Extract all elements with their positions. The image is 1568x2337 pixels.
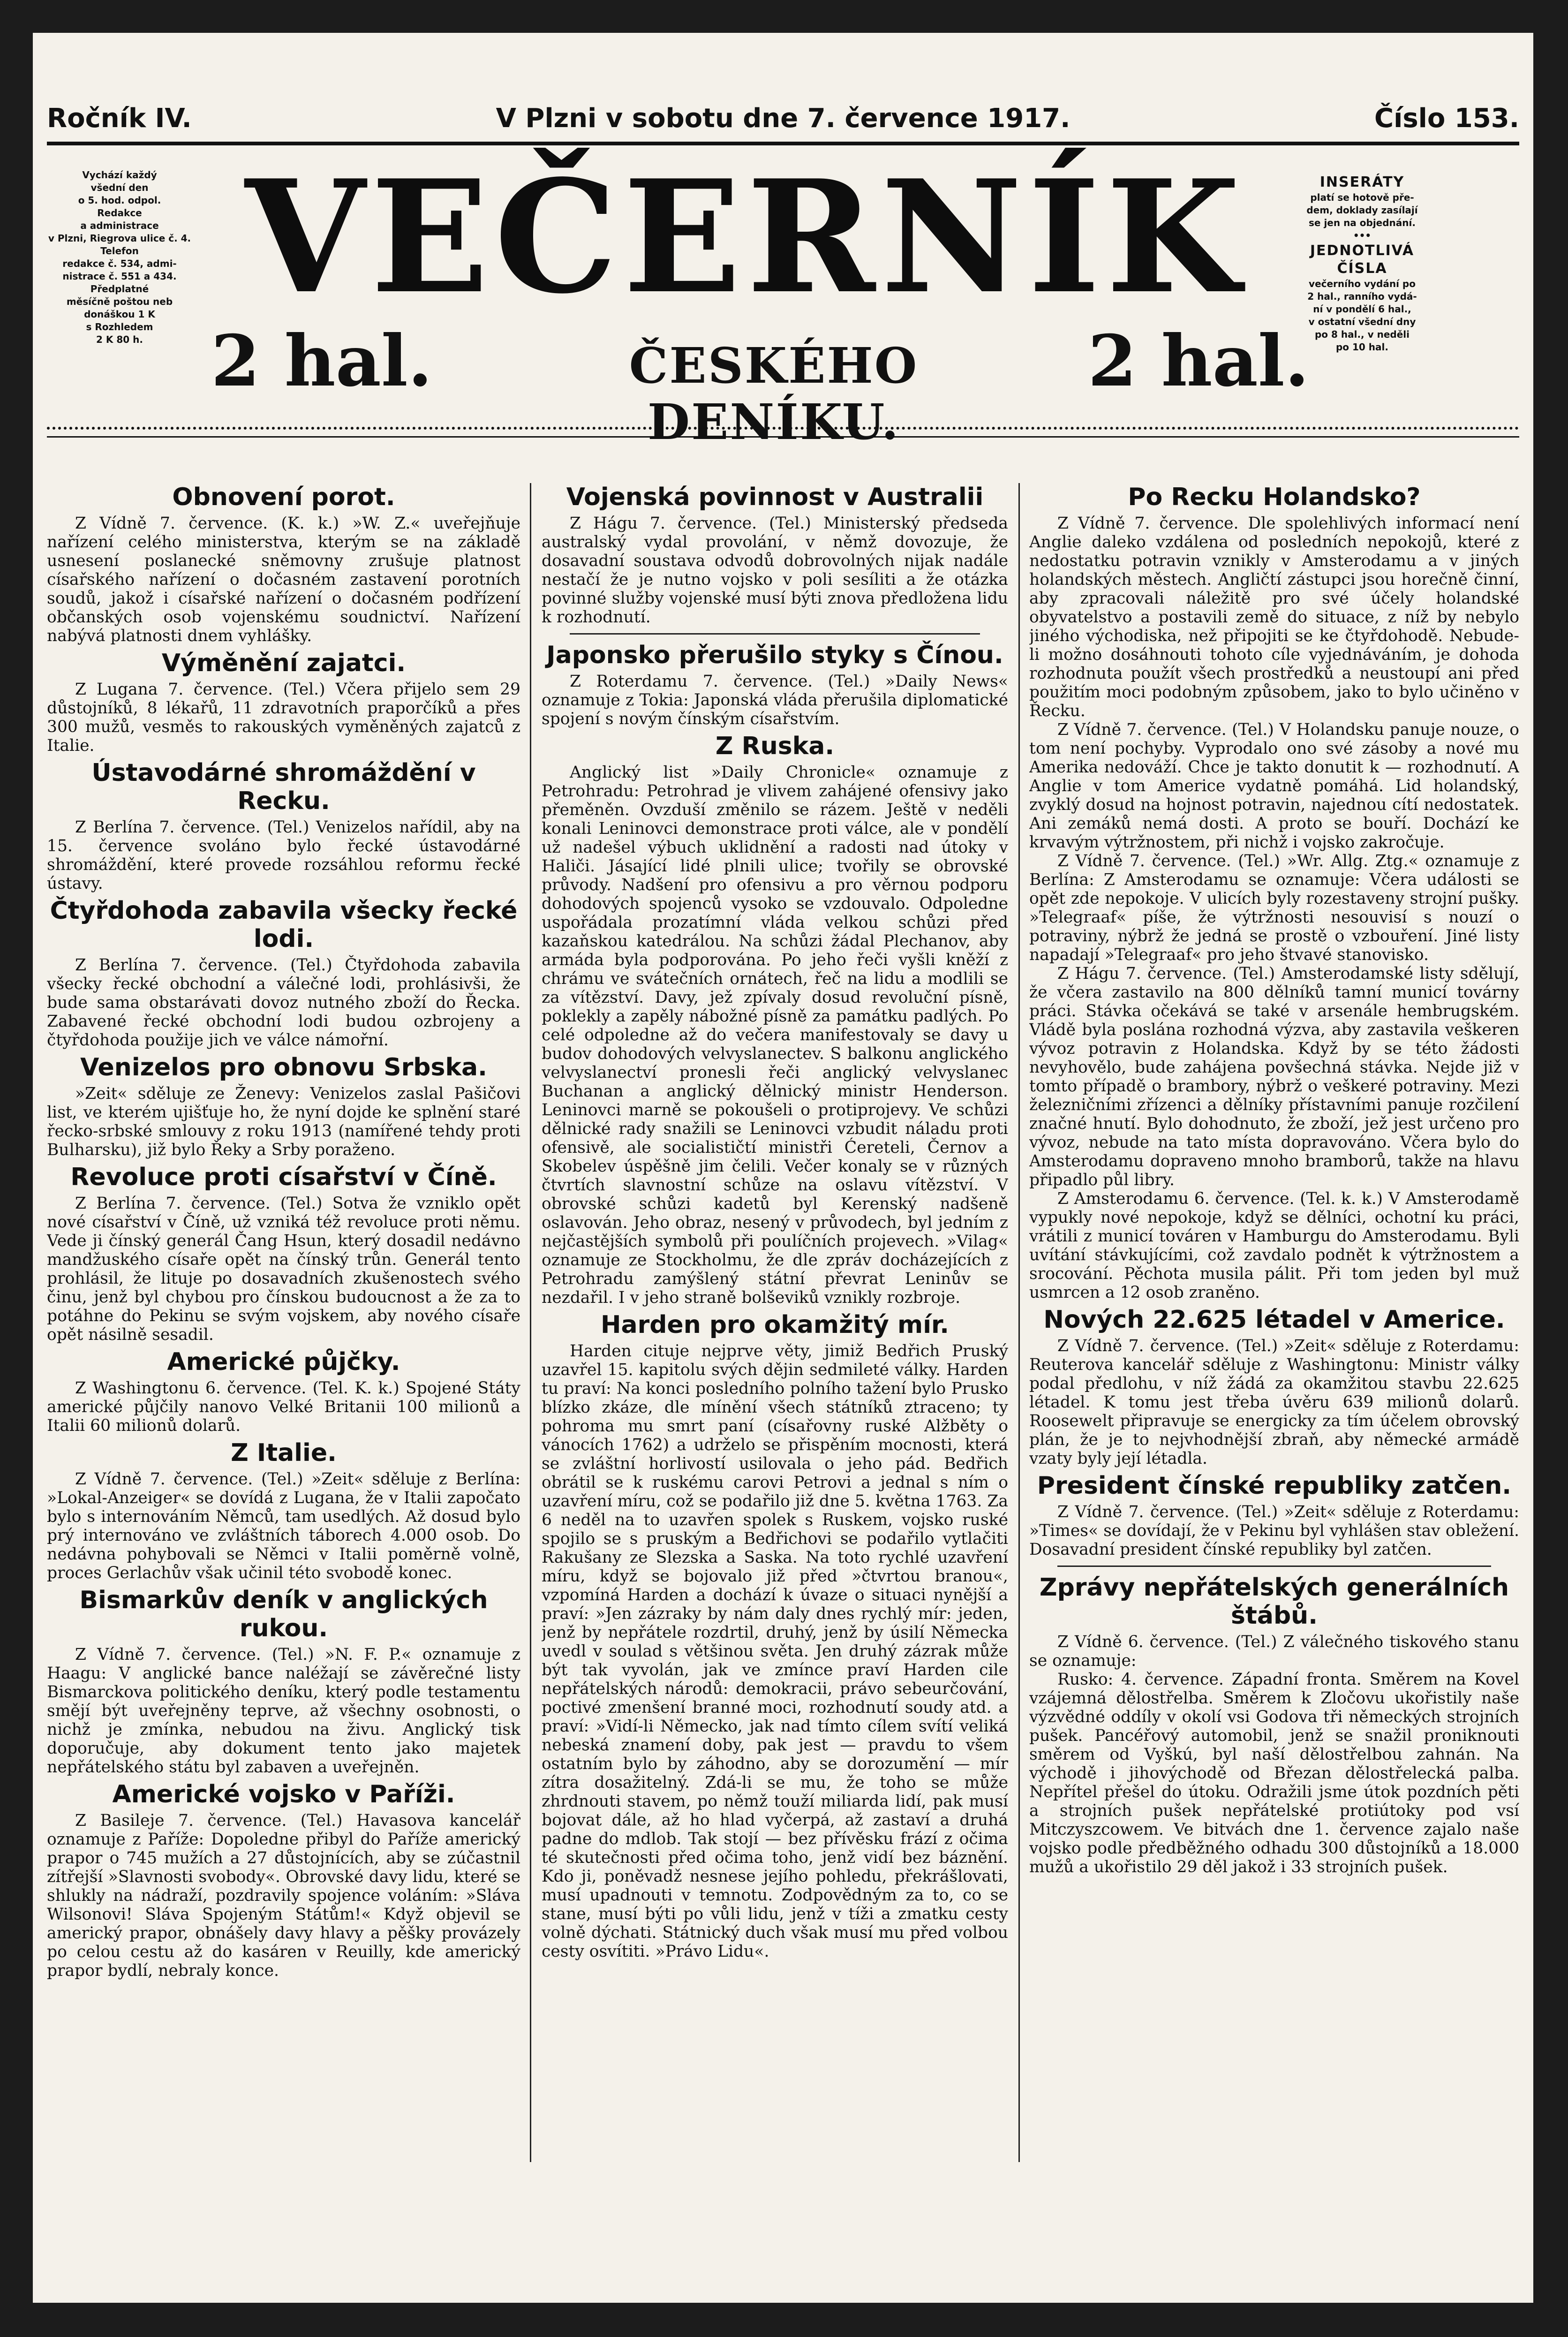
article-divider (1057, 1566, 1491, 1567)
publisher-info-line: Telefon (100, 245, 139, 257)
article-body: Z Hágu 7. července. (Tel.) Amsterodamské listy sdělují, že včera zastavilo na 800 dělníků tamní municí továrny práci. Stávka očekává se také v arsenále hembrugském. Vládě byla poslána rozhodná výzva, aby zastavila veškeren vývoz potravin z Holandska. Když by se této žádosti nevyhovělo, bude zahájena povšechná stávka. Nejde již v tomto případě o brambory, nýbrž o veškeré potraviny. Mezi železničními zřízenci a dělníky přístavními panuje rozčilení značné hnutí. Bylo dohodnuto, že zboží, jež jest určeno pro vývoz, nebude na tato místa dopravováno. Včera bylo do Amsterodamu dopraveno mnoho bramborů, takže na hlavu připadlo půl libry. (1029, 964, 1519, 1189)
article-body: Z Vídně 7. července. (K. k.) »W. Z.« uveřejňuje nařízení celého ministerstva, kterým se na základě usnesení poslanecké sněmovny zrušuje platnost císařského nařízení o dočasném zastavení porotních soudů, jakož i císařské nařízení o dočasném podřízení občanských osob vojenskému soudnictví. Nařízení nabývá platnosti dnem vyhlášky. (47, 514, 520, 645)
article-body: Z Vídně 7. července. (Tel.) V Holandsku panuje nouze, o tom není pochyby. Vyprodalo ono své zásoby a nové mu Amerika nedováží. Chce je takto donutit k — rozhodnutí. A Anglie v tom Americe vydatně pomáhá. Lid holandský, zvyklý dosud na hojnost potravin, najednou cítí nedostatek. Ani zemáků nemá dosti. A proto se bouří. Dochází ke krvavým výtržnostem, při nichž i vojsko zakročuje. (1029, 720, 1519, 852)
publisher-info-line: v Plzni, Riegrova ulice č. 4. (48, 233, 191, 244)
article (47, 1439, 520, 1582)
publisher-info-line: 2 K 80 h. (96, 334, 143, 345)
article-body: Z Vídně 7. července. (Tel.) »Zeit« sděluje z Berlína: »Lokal-Anzeiger« se dovídá z Lugana, že v Italii započato bylo s internováním Němců, tam usedlých. Až dosud bylo prý internováno ve zvláštních táborech 4.000 osob. Do nedávna pohybovali se Němci v Italii poměrně volně, proces Gerlachův však učinil této svobodě konec. (47, 1470, 520, 1582)
headline: President čínské republiky zatčen. (1037, 1472, 1512, 1500)
column-1 (47, 483, 520, 2289)
article-body: Z Roterdamu 7. července. (Tel.) »Daily News« oznamuje z Tokia: Japonská vláda přerušila diplomatické spojení s novým čínským císařstvím. (542, 672, 1008, 728)
headline: Vojenská povinnost v Australii (566, 483, 984, 511)
article-body: Z Vídně 7. července. Dle spolehlivých informací není Anglie daleko vzdálena od posledních nepokojů, které z nedostatku potravin vznikly v Amsterodamu a v jiných holandských městech. Angličtí zástupci jsou horečně činní, aby zpracovali náležitě pro své účely holandské obyvatelstvo a postavili země do situace, z níž by nebylo jiného východiska, než připojiti se ke čtyřdohodě. Nebude-li možno dosáhnouti tohoto cíle vyjednáváním, je dohoda rozhodnuta použít všech prostředků a neustoupí ani před použitím moci podobným způsobem, jako to bylo učiněno v Řecku. (1029, 514, 1519, 720)
top-rule (47, 142, 1519, 145)
article (1029, 1472, 1519, 1559)
article (542, 1311, 1008, 1961)
advert-info-line: se jen na objednání. (1309, 217, 1416, 228)
price-right: 2 hal. (1088, 320, 1310, 402)
headline: Americké půjčky. (167, 1348, 400, 1376)
article-body: Harden cituje nejprve věty, jimiž Bedřich Pruský uzavřel 15. kapitolu svých dějin sedmileté války. Harden tu praví: Na konci posledního polního tažení bylo Prusko blízko zkáze, dle mínění všech státníků ztraceno; ty pohroma mu smrt paní (císařovny ruské Alžběty o vánocích 1762) a udrželo se přispěním mocnosti, která se zvláštní horlivostí usilovala o jeho pád. Bedřich obrátil se k ruskému carovi Petrovi a jednal s ním o uzavření míru, což se podařilo již dne 5. května 1763. Za 6 neděl na to uzavřen spolek s Ruskem, vojsko ruské spojilo se s pruským a Bedřichovi se podařilo vytlačiti Rakušany ze Slezska a Saska. Na toto rychlé uzavření míru, když se bojovalo již před »čtvrtou branou«, vzpomíná Harden a dochází k úvaze o situaci nynější a praví: »Jen zázraky by nám daly dnes rychlý mír: jeden, jenž by nepřátele rozdrtil, druhý, jenž by úsilí Německa uvedl v soulad s většinou světa. Jen druhý zázrak může být tak vyvolán, jak ve zmínce praví Harden cile nepřátelských národů: demokracii, právo sebeurčování, poctivé zmenšení branné moci, rozhodnutí soudy atd. a praví: »Vidí-li Německo, jak nad tímto cílem svítí veliká nebeská znamení doby, pak jest — pravdu to všem ostatním bylo by záhodno, aby se dorozumění — mír zítra dosažitelný. Zdá-li se mu, že toho se může zhrdnouti stavem, po němž touží miliarda lidí, pak musí bojovat dále, až ho hlad vyčerpá, až zastaví a druhá padne do mdlob. Tak stojí — bez přívěsku frází z očima té skutečnosti před očima toho, jenž vidí bez báznění. Kdo ji, poněvadž nesnese jejího pohledu, překrášlovati, musí upadnouti v temnotu. Zodpovědným za to, co se stane, musí býti po vůli lidu, jenž v tíži a zmatku cesty volně dýchati. Státnický duch však musí mu před volbou cesty osvítiti. »Právo Lidu«. (542, 1342, 1008, 1961)
publisher-info-line: měsíčně poštou neb (66, 296, 173, 307)
single-issue-line: ní v pondělí 6 hal., (1313, 303, 1411, 315)
publisher-info-line: s Rozhledem (86, 321, 153, 333)
date-line: V Plzni v sobotu dne 7. července 1917. (496, 103, 1070, 134)
article-body: Anglický list »Daily Chronicle« oznamuje z Petrohradu: Petrohrad je vlivem zahájené ofensivy jako přeměněn. Ovzduší změnilo se rázem. Ještě v neděli konali Leninovci demonstrace proti válce, ale v pondělí už nadešel výbuch uklidnění a radosti nad útoky v Haliči. Jásající lidé plnili ulice; tvořily se obrovské průvody. Nadšení pro ofensivu a pro věrnou podporu dohodových spojenců vysoko se vzdouvalo. Odpoledne uspořádala prozatímní vláda velkou schůzi před kazaňskou katedrálou. Na schůzi žádal Plechanov, aby armáda byla podporována. Po jeho řeči vyšli kněží z chrámu ve svátečních ornátech, řeč na lidu a modlili se za vítězství. Davy, jež zpívaly dosud revoluční písně, poklekly a zapěly nábožné písně za památku padlých. Po celé odpoledne až do večera manifestovaly se davy u budov dohodových velvyslanectev. S balkonu anglického velvyslanectví pronesli řeči anglický velvyslanec Buchanan a anglický dělnický ministr Henderson. Leninovci marně se pokoušeli o protiprojevy. Ve schůzi dělnické rady snažili se Leninovci vzbudit náladu proti ofensivě, ale socialističtí ministři Ćereteli, Černov a Skobelev úspěšně jim čelili. Večer konaly se v různých čtvrtích slavnostní schůze na oslavu vítězství. V obrovské schůzi kadetů byl Kerenský nadšeně oslavován. Jeho obraz, nesený v průvodech, byl jedním z nejčastějších symbolů při poulíčních projevech. »Vilag« oznamuje ze Stockholmu, že dle zpráv docházejících z Petrohradu zamýšlený státní převrat Leninův se nezdařil. I v jeho straně bolševiků vznikly rozbroje. (542, 763, 1008, 1307)
article (1029, 1306, 1519, 1468)
article (47, 1163, 520, 1344)
article (47, 1348, 520, 1435)
article (47, 649, 520, 755)
article-body: Rusko: 4. července. Západní fronta. Směrem na Kovel vzájemná dělostřelba. Směrem k Zločovu ukořistily naše výzvědné oddíly v okolí vsi Godova tři německých strojních pušek. Pancéřový automobil, jenž se snažil proniknouti směrem od Vyškú, byl naší dělostřelbou zahnán. Na východě i jihovýchodě od Březan dělostřelecká palba. Nepřítel přešel do útoku. Odražili jsme útok pozdních pěti a strojních pušek nepřátelské protiútoky pod vsí Mitczyszcowem. Ve bitvách dne 1. července zajalo naše vojsko podle předběžného odhadu 300 důstojníků a 18.000 mužů a ukořistilo 29 děl jakož i 33 strojních pušek. (1029, 1670, 1519, 1876)
publisher-info-line: všední den (90, 182, 149, 193)
article-body: Z Berlína 7. července. (Tel.) Čtyřdohoda zabavila všecky řecké obchodní a válečné lodi, prohlásivši, že bude sama obstarávati dovoz nutného zboží do Řecka. Zabavené řecké obchodní lodi budou ozbrojeny a čtyřdohoda použije jich ve válce námořní. (47, 956, 520, 1050)
advert-info-heading: INSERÁTY (1319, 174, 1405, 190)
headline: Venizelos pro obnovu Srbska. (80, 1053, 487, 1082)
headline: Výměnění zajatci. (161, 649, 406, 677)
headline: Po Recku Holandsko? (1128, 483, 1421, 511)
headline: Japonsko přerušilo styky s Čínou. (546, 641, 1003, 669)
headline: Bismarkův deník v anglických rukou. (79, 1586, 488, 1642)
headline: Harden pro okamžitý mír. (600, 1311, 950, 1339)
article (47, 1586, 520, 1777)
publisher-info-line: Předplatné (90, 283, 149, 295)
price-left: 2 hal. (211, 320, 433, 402)
article-body: »Zeit« sděluje ze Ženevy: Venizelos zaslal Pašičovi list, ve kterém ujišťuje ho, že nyní dojde ke splnění staré řecko-srbské smlouvy z roku 1913 (namířené tehdy proti Bulharsku), již bylo Řeky a Srby poraženo. (47, 1084, 520, 1159)
publisher-info-box (47, 169, 192, 346)
article-body: Z Vídně 7. července. (Tel.) »N. F. P.« oznamuje z Haagu: V anglické bance naléžají se závěrečné listy Bismarckova politického deníku, který podle testamentu smějí být uveřejněny teprve, až všechny osobnosti, o nichž je zmínka, nebudou na živu. Anglický tisk doporučuje, aby dokument tento jako majetek nepřátelského státu byl zabaven a uveřejněn. (47, 1645, 520, 1777)
article-body: Z Berlína 7. července. (Tel.) Venizelos nařídil, aby na 15. července svoláno bylo řecké ústavodárné shromáždění, které provede rozsáhlou reformu řecké ústavy. (47, 818, 520, 893)
article (47, 759, 520, 893)
article-body: Z Lugana 7. července. (Tel.) Včera přijelo sem 29 důstojníků, 8 lékařů, 11 zdravotních praporčíků a přes 300 mužů, vesměs to rakouských vyměněných zajatců z Italie. (47, 680, 520, 755)
single-issue-line: večerního vydání po (1309, 278, 1416, 289)
article (47, 1780, 520, 1980)
advert-info-line: platí se hotově pře- (1310, 192, 1414, 203)
advert-info-box (1294, 174, 1430, 354)
publisher-info-line: nistrace č. 551 a 434. (62, 271, 177, 282)
article (542, 641, 1008, 728)
publisher-info-line: a administrace (80, 220, 159, 231)
article (1029, 483, 1519, 1302)
article-body: Z Vídně 7. července. (Tel.) »Wr. Allg. Ztg.« oznamuje z Berlína: Z Amsterodamu se oznamuje: Včera události se opět zde nepokoje. V ulicích byly rozestaveny strojní pušky. »Telegraaf« píše, že výtržnosti nesouvisí s nouzí o potraviny, nýbrž že jedná se prostě o vzbouření. Jiné listy napadají »Telegraaf« pro jeho štvavé stanovisko. (1029, 852, 1519, 964)
article (47, 1053, 520, 1159)
newspaper-page (33, 33, 1533, 2303)
column-rule (1018, 483, 1020, 2162)
masthead-divider (47, 427, 1519, 438)
article-body: Z Basileje 7. července. (Tel.) Havasova kancelář oznamuje z Paříže: Dopoledne přibyl do Paříže americký prapor o 745 mužích a 27 důstojnících, aby se zúčastnil zítřejší »Slavnosti svobody«. Obrovské davy lidu, které se shlukly na nádraží, pozdravily spojence voláním: »Sláva Wilsonovi! Sláva Spojeným Státům!« Když objevil se americký prapor, obnášely davy hlavy a pěšky provázely po celou cestu až do kasáren v Reuilly, kde americký prapor bydlí, nebraly konce. (47, 1811, 520, 1980)
publisher-info-line: Vychází každý (82, 169, 157, 181)
publisher-info-line: o 5. hod. odpol. (78, 195, 161, 206)
headline: Ústavodárné shromáždění v Recku. (91, 759, 476, 815)
headline: Z Ruska. (715, 732, 835, 760)
single-issue-line: po 8 hal., v neděli (1314, 329, 1410, 340)
article-body: Z Vídně 7. července. (Tel.) »Zeit« sděluje z Roterdamu: »Times« se dovídají, že v Pekinu byl vyhlášen stav obležení. Dosavadní president čínské republiky byl zatčen. (1029, 1503, 1519, 1559)
column-3 (1029, 483, 1519, 2289)
article (47, 483, 520, 645)
single-issue-line: po 10 hal. (1335, 341, 1388, 353)
masthead-title: VEČERNÍK (245, 146, 1246, 328)
headline: Z Italie. (231, 1439, 337, 1467)
headline: Americké vojsko v Paříži. (112, 1780, 455, 1808)
single-issue-line: v ostatní všední dny (1308, 316, 1416, 327)
dateline-bar (47, 103, 1519, 141)
publisher-info-line: redakce č. 534, admi- (62, 258, 177, 269)
article-body: Z Berlína 7. července. (Tel.) Sotva že vzniklo opět nové císařství v Číně, už vzniká též revoluce proti němu. Vede ji čínský generál Čang Hsun, který dosadil nedávno mandžuského císaře opět na čínský trůn. Generál tento prohlásil, že lituje po dosavadních zkušenostech svého činu, jenž byl chybou pro čínskou budoucnost a že za to potáhne do Pekinu se svým vojskem, aby nového císaře opět násilně sesadil. (47, 1194, 520, 1344)
publisher-info-line: Redakce (97, 207, 142, 219)
article (1029, 1573, 1519, 1876)
headline: Čtyřdohoda zabavila všecky řecké lodi. (50, 897, 518, 953)
article (542, 483, 1008, 627)
headline: Revoluce proti císařství v Číně. (70, 1163, 497, 1191)
advert-info-line: dem, doklady zasílají (1306, 204, 1418, 216)
article-body: Z Vídně 7. července. (Tel.) »Zeit« sděluje z Roterdamu: Reuterova kancelář sděluje z Washingtonu: Ministr války podal předlohu, v níž žádá za okamžitou stavbu 22.625 létadel. K tomu jest třeba úvěru 639 milionů dolarů. Roosewelt připravuje se energicky za tím účelem obrovský plán, že je to nejvhodnější zbraň, aby německé armádě vzaty byly její létadla. (1029, 1337, 1519, 1468)
column-rule (530, 483, 531, 2162)
article (542, 732, 1008, 1307)
single-issue-heading: JEDNOTLIVÁ (1310, 242, 1415, 259)
article-body: Z Hágu 7. července. (Tel.) Ministerský předseda australský vydal provolání, v němž dovozuje, že dosavadní soustava odvodů dobrovolných nijak nadále nestačí že je nutno vojsko v poli sesíliti a že otázka povinné služby vojenské musí býti znova předložena lidu k rozhodnutí. (542, 514, 1008, 627)
issue-number: Číslo 153. (1374, 103, 1519, 134)
column-2 (542, 483, 1008, 2289)
advert-info-divider: ••• (1353, 230, 1372, 241)
volume-label: Ročník IV. (47, 103, 192, 134)
article-body: Z Amsterodamu 6. července. (Tel. k. k.) V Amsterodamě vypukly nové nepokoje, když se dělníci, ochotní ku práci, vrátili z municí továren v Hamburgu do Amsterodamu. Byli uvítání stávkujícími, což zavdalo podnět k výtržnostem a srocování. Pěchota musila pálit. Při tom jeden byl muž usmrcen a 12 osob zraněno. (1029, 1189, 1519, 1302)
headline: Nových 22.625 létadel v Americe. (1043, 1306, 1505, 1334)
single-issue-heading: ČÍSLA (1337, 260, 1387, 277)
headline: Obnovení porot. (172, 483, 395, 511)
publisher-info-line: donáškou 1 K (84, 309, 155, 320)
article-body: Z Washingtonu 6. července. (Tel. K. k.) Spojené Státy americké půjčily nanovo Velké Britanii 100 milionů a Italii 60 milionů dolarů. (47, 1379, 520, 1435)
article (47, 897, 520, 1050)
headline: Zprávy nepřátelských generálních štábů. (1039, 1573, 1509, 1630)
masthead-subtitle: ČESKÉHO DENÍKU. (629, 337, 919, 451)
article-divider (570, 633, 980, 635)
single-issue-line: 2 hal., ranního vydá- (1307, 291, 1417, 302)
article-body: Z Vídně 6. července. (Tel.) Z válečného tiskového stanu se oznamuje: (1029, 1633, 1519, 1670)
